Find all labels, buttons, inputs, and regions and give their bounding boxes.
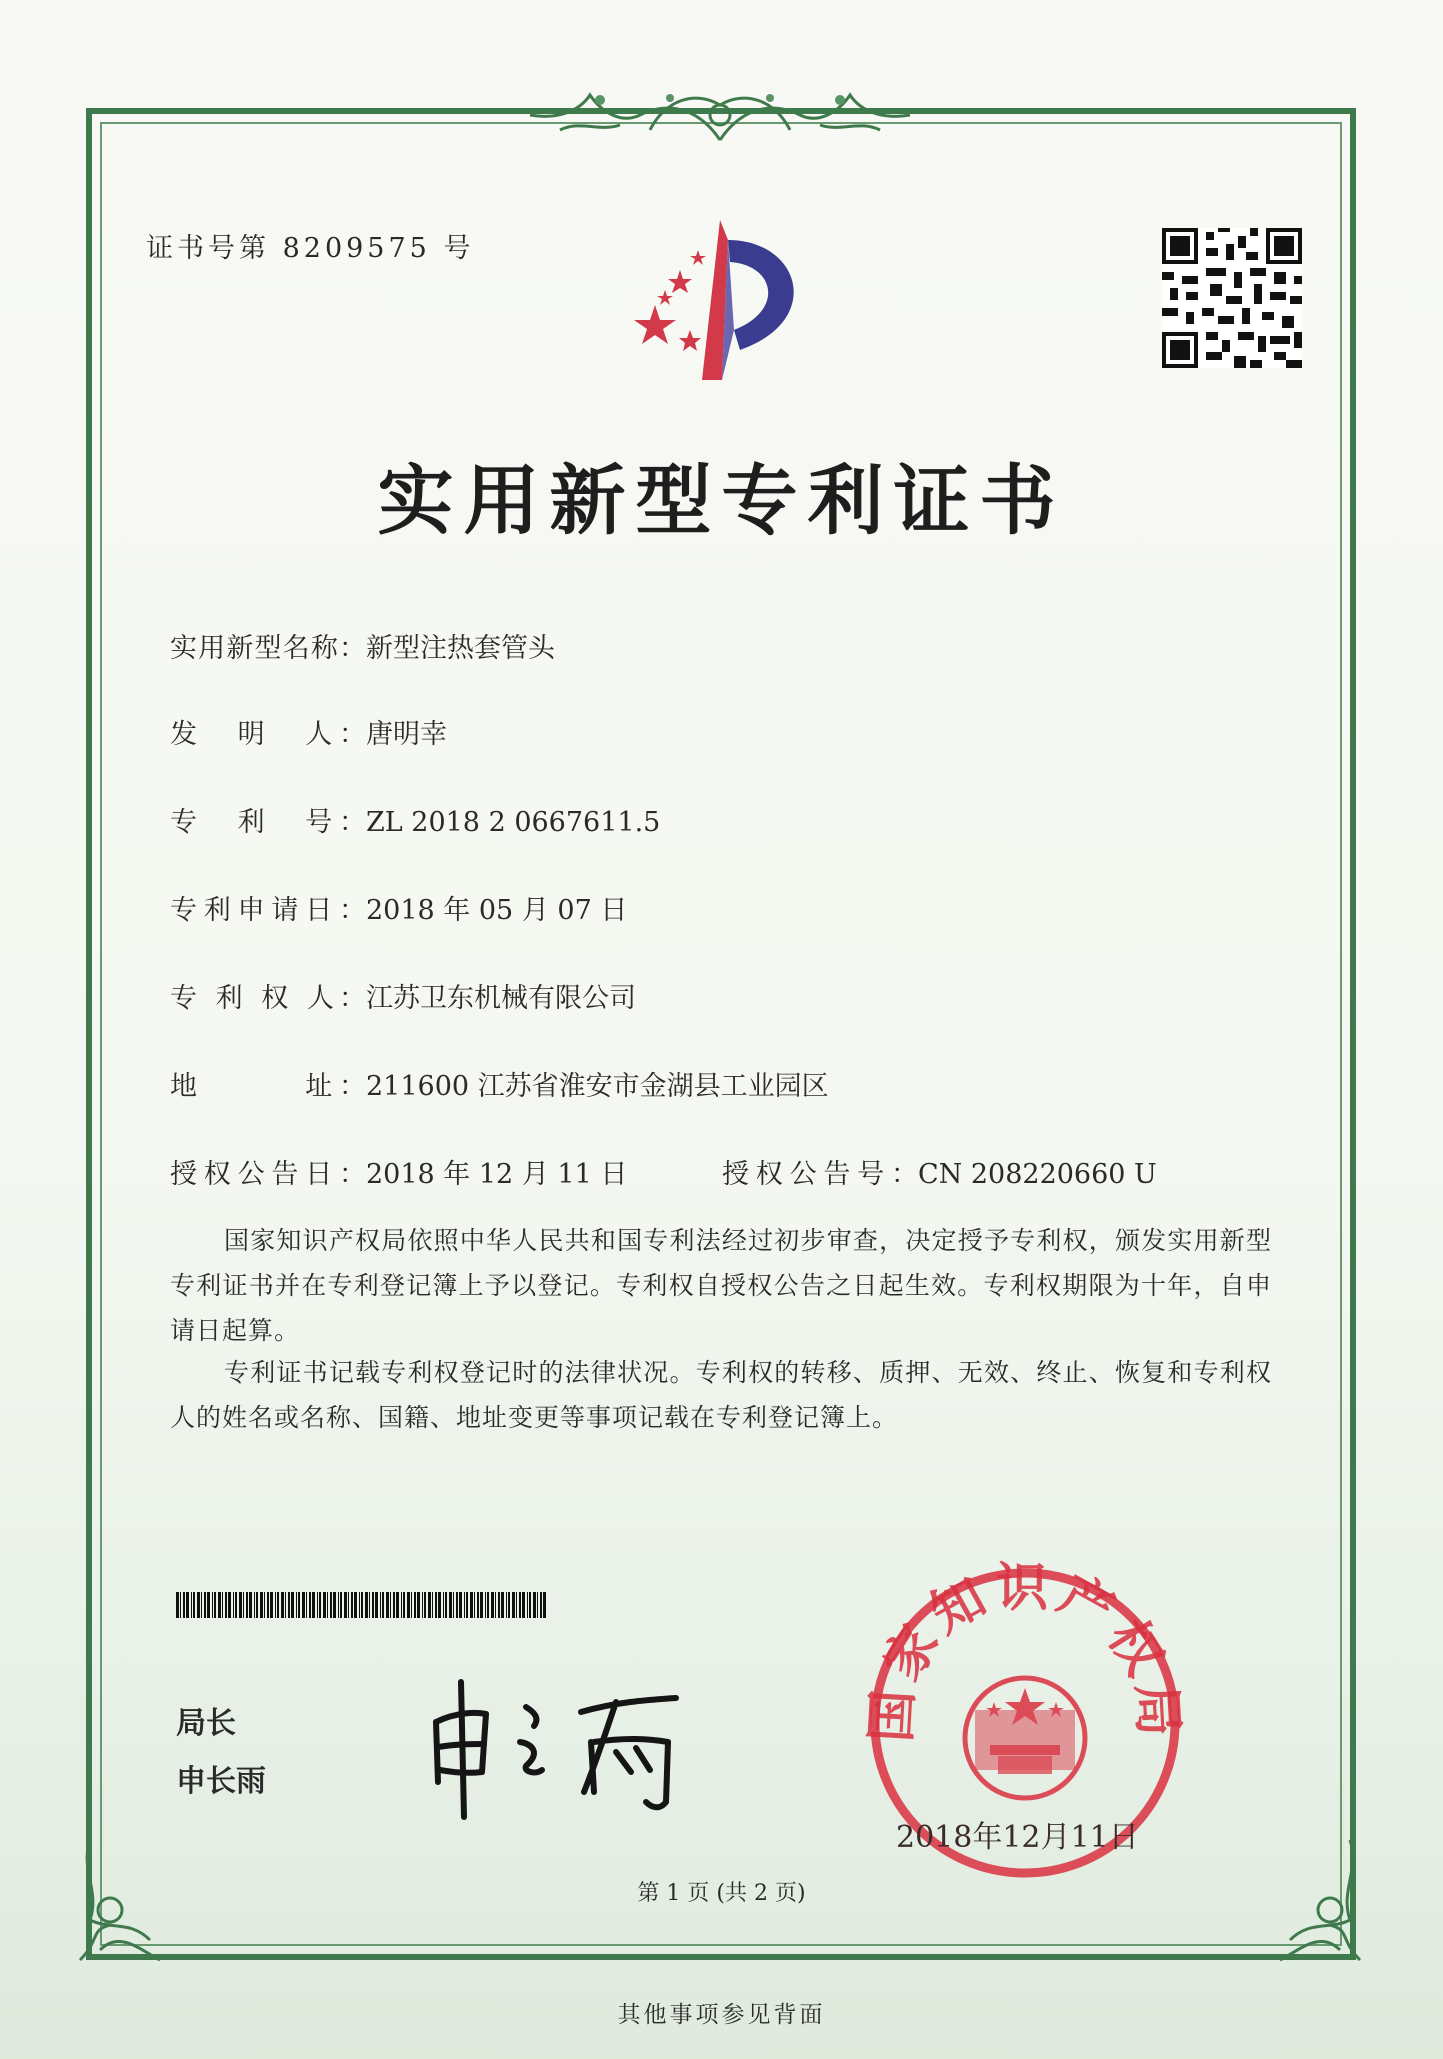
barcode-bar	[470, 1592, 473, 1618]
certificate-title: 实用新型专利证书	[377, 456, 1066, 545]
field-value: 211600 江苏省淮安市金湖县工业园区	[366, 1071, 829, 1102]
certificate-number-prefix: 证书号第	[146, 233, 270, 264]
footer-note: 其他事项参见背面	[617, 2002, 826, 2028]
barcode-bar	[508, 1592, 510, 1618]
qr-code-icon	[1162, 228, 1302, 368]
barcode-bar	[288, 1592, 290, 1618]
barcode-bar	[506, 1592, 507, 1618]
barcode-bar	[281, 1592, 284, 1618]
field-label: 专利申请日：	[170, 895, 366, 926]
field-value: 2018 年 12 月 11 日	[366, 1159, 628, 1190]
barcode-bar	[243, 1592, 244, 1618]
barcode-bar	[180, 1592, 181, 1618]
barcode-bar	[201, 1592, 202, 1618]
barcode-bar	[529, 1592, 531, 1618]
barcode-bar	[365, 1592, 368, 1618]
page-number: 第 1 页 (共 2 页)	[637, 1881, 806, 1906]
barcode-bar	[246, 1592, 248, 1618]
barcode-icon	[176, 1592, 546, 1618]
barcode-bar	[323, 1592, 326, 1618]
barcode-bar	[340, 1592, 342, 1618]
field-value: 唐明幸	[366, 719, 447, 750]
barcode-bar	[403, 1592, 405, 1618]
barcode-bar	[249, 1592, 252, 1618]
barcode-bar	[222, 1592, 223, 1618]
director-title: 局长	[176, 1706, 236, 1741]
barcode-bar	[424, 1592, 426, 1618]
barcode-bar	[375, 1592, 378, 1618]
field-announcement-number	[722, 1152, 1157, 1191]
barcode-bar	[466, 1592, 468, 1618]
barcode-bar	[369, 1592, 370, 1618]
certificate-number	[146, 226, 474, 265]
handwritten-signature	[416, 1652, 736, 1832]
barcode-bar	[354, 1592, 357, 1618]
barcode-bar	[176, 1592, 179, 1618]
barcode-bar	[435, 1592, 437, 1618]
director-name: 申长雨	[176, 1764, 266, 1799]
barcode-bar	[491, 1592, 494, 1618]
barcode-bar	[197, 1592, 200, 1618]
barcode-bar	[393, 1592, 395, 1618]
field-patent-number	[170, 800, 660, 839]
barcode-bar	[291, 1592, 294, 1618]
barcode-bar	[487, 1592, 489, 1618]
barcode-bar	[474, 1592, 475, 1618]
barcode-bar	[453, 1592, 454, 1618]
barcode-bar	[333, 1592, 336, 1618]
barcode-bar	[312, 1592, 315, 1618]
field-label: 地 址：	[170, 1071, 366, 1102]
barcode-bar	[359, 1592, 360, 1618]
barcode-bar	[344, 1592, 347, 1618]
barcode-bar	[277, 1592, 279, 1618]
barcode-bar	[533, 1592, 536, 1618]
field-label: 专 利 权 人：	[170, 983, 366, 1014]
barcode-bar	[445, 1592, 447, 1618]
barcode-bar	[351, 1592, 353, 1618]
body-paragraph-2: 专利证书记载专利权登记时的法律状况。专利权的转移、质押、无效、终止、恢复和专利权人的姓名或名称、国籍、地址变更等事项记载在专利登记簿上。	[170, 1358, 1272, 1432]
barcode-bar	[309, 1592, 311, 1618]
barcode-bar	[214, 1592, 216, 1618]
barcode-bar	[193, 1592, 195, 1618]
barcode-bar	[270, 1592, 273, 1618]
barcode-bar	[267, 1592, 269, 1618]
barcode-bar	[225, 1592, 227, 1618]
barcode-bar	[414, 1592, 416, 1618]
barcode-bar	[306, 1592, 307, 1618]
barcode-bar	[275, 1592, 276, 1618]
barcode-bar	[256, 1592, 258, 1618]
barcode-bar	[338, 1592, 339, 1618]
field-inventor	[170, 712, 447, 751]
barcode-bar	[285, 1592, 286, 1618]
barcode-bar	[317, 1592, 318, 1618]
field-label: 实用新型名称：	[170, 633, 366, 664]
field-value: 新型注热套管头	[366, 633, 555, 664]
national-emblem-icon	[965, 1678, 1085, 1798]
cnipa-emblem-icon	[610, 210, 840, 390]
certificate-number-suffix: 号	[443, 233, 475, 264]
barcode-bar	[386, 1592, 389, 1618]
barcode-bar	[191, 1592, 192, 1618]
barcode-bar	[464, 1592, 465, 1618]
barcode-bar	[537, 1592, 538, 1618]
barcode-bar	[260, 1592, 263, 1618]
barcode-bar	[186, 1592, 189, 1618]
barcode-bar	[495, 1592, 496, 1618]
barcode-bar	[218, 1592, 221, 1618]
barcode-bar	[422, 1592, 423, 1618]
barcode-bar	[519, 1592, 521, 1618]
field-announcement-date	[170, 1152, 627, 1191]
barcode-bar	[459, 1592, 462, 1618]
barcode-bar	[264, 1592, 265, 1618]
field-label: 授权公告号：	[722, 1159, 918, 1190]
barcode-bar	[407, 1592, 410, 1618]
body-paragraph-1: 国家知识产权局依照中华人民共和国专利法经过初步审查，决定授予专利权，颁发实用新型专利证书并在专利登记簿上予以登记。专利权自授权公告之日起生效。专利权期限为十年，自申请日起算。	[170, 1226, 1272, 1345]
barcode-bar	[380, 1592, 381, 1618]
barcode-bar	[449, 1592, 452, 1618]
field-label: 专 利 号：	[170, 807, 366, 838]
field-value: 江苏卫东机械有限公司	[366, 983, 636, 1014]
barcode-bar	[516, 1592, 517, 1618]
barcode-bar	[235, 1592, 237, 1618]
barcode-bar	[443, 1592, 444, 1618]
field-patentee	[170, 976, 636, 1015]
barcode-bar	[228, 1592, 231, 1618]
field-value: CN 208220660 U	[918, 1159, 1157, 1190]
field-value: ZL 2018 2 0667611.5	[366, 807, 661, 838]
field-label: 发 明 人：	[170, 719, 366, 750]
top-ornament-icon	[500, 70, 940, 150]
field-value: 2018 年 05 月 07 日	[366, 895, 628, 926]
barcode-bar	[330, 1592, 332, 1618]
field-address	[170, 1064, 829, 1103]
barcode-bar	[327, 1592, 328, 1618]
barcode-bar	[239, 1592, 242, 1618]
barcode-bar	[411, 1592, 412, 1618]
barcode-bar	[480, 1592, 483, 1618]
barcode-bar	[212, 1592, 213, 1618]
barcode-bar	[456, 1592, 458, 1618]
barcode-bar	[432, 1592, 433, 1618]
barcode-bar	[348, 1592, 349, 1618]
barcode-bar	[183, 1592, 185, 1618]
barcode-bar	[477, 1592, 479, 1618]
barcode-bar	[302, 1592, 305, 1618]
barcode-bar	[254, 1592, 255, 1618]
barcode-bar	[361, 1592, 363, 1618]
barcode-bar	[498, 1592, 500, 1618]
barcode-bar	[543, 1592, 546, 1618]
field-label: 授权公告日：	[170, 1159, 366, 1190]
seal-text: 国家知识产权局	[862, 1560, 1188, 1744]
barcode-bar	[401, 1592, 402, 1618]
barcode-bar	[390, 1592, 391, 1618]
barcode-bar	[501, 1592, 504, 1618]
barcode-bar	[438, 1592, 441, 1618]
barcode-bar	[527, 1592, 528, 1618]
barcode-bar	[396, 1592, 399, 1618]
barcode-bar	[296, 1592, 297, 1618]
barcode-bar	[372, 1592, 374, 1618]
barcode-bar	[204, 1592, 206, 1618]
barcode-bar	[207, 1592, 210, 1618]
certificate-number-value: 8209575	[282, 233, 431, 264]
barcode-bar	[485, 1592, 486, 1618]
barcode-bar	[319, 1592, 321, 1618]
barcode-bar	[512, 1592, 515, 1618]
barcode-bar	[522, 1592, 525, 1618]
barcode-bar	[417, 1592, 420, 1618]
barcode-bar	[540, 1592, 542, 1618]
field-application-date	[170, 888, 627, 927]
barcode-bar	[233, 1592, 234, 1618]
seal-date: 2018年12月11日	[896, 1820, 1139, 1855]
barcode-bar	[298, 1592, 300, 1618]
barcode-bar	[428, 1592, 431, 1618]
field-utility-model-name	[170, 626, 555, 665]
barcode-bar	[382, 1592, 384, 1618]
